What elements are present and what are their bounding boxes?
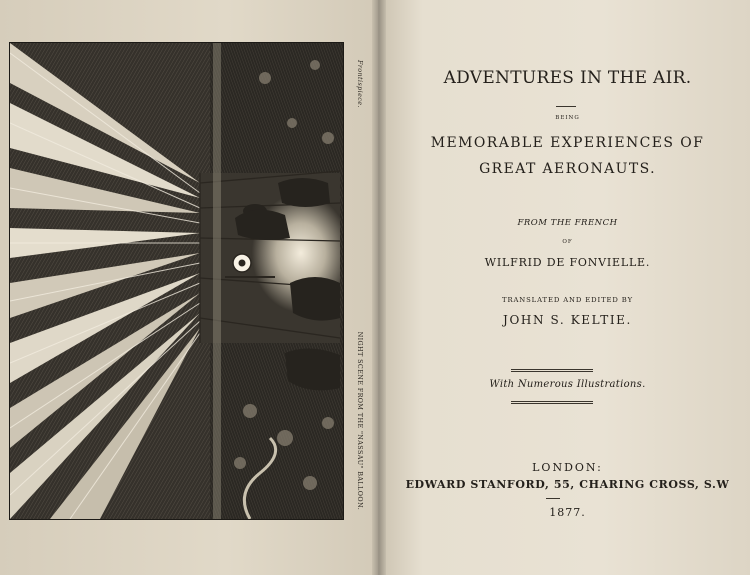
caption-text: NIGHT SCENE FROM THE "NASSAU" BALLOON.: [356, 331, 364, 510]
illustrations-rule-top: [511, 369, 593, 372]
of-text: OF: [562, 239, 573, 245]
frontispiece-engraving: [10, 43, 343, 519]
author-name: WILFRID DE FONVIELLE.: [484, 256, 651, 269]
publication-year: 1877.: [549, 506, 586, 519]
from-the-french: FROM THE FRENCH: [517, 218, 618, 228]
book-gutter: [372, 0, 386, 575]
illustrations-rule-bottom: [511, 401, 593, 404]
subtitle-line-2: GREAT AERONAUTS.: [479, 161, 656, 177]
editor-name: JOHN S. KELTIE.: [503, 313, 632, 327]
publisher-city: LONDON:: [532, 461, 603, 474]
publisher-name: EDWARD STANFORD, 55, CHARING CROSS, S.W: [405, 478, 730, 491]
subtitle-line-1: MEMORABLE EXPERIENCES OF: [430, 135, 705, 151]
book-title: ADVENTURES IN THE AIR.: [443, 68, 692, 88]
title-rule: [556, 106, 576, 107]
being-text: BEING: [555, 115, 580, 121]
illustrations-note: With Numerous Illustrations.: [489, 379, 646, 390]
year-rule: [546, 498, 560, 499]
translated-by: TRANSLATED AND EDITED BY: [502, 296, 633, 304]
frontispiece-caption: [350, 60, 364, 510]
frontispiece-label: Frontispiece.: [356, 60, 364, 108]
